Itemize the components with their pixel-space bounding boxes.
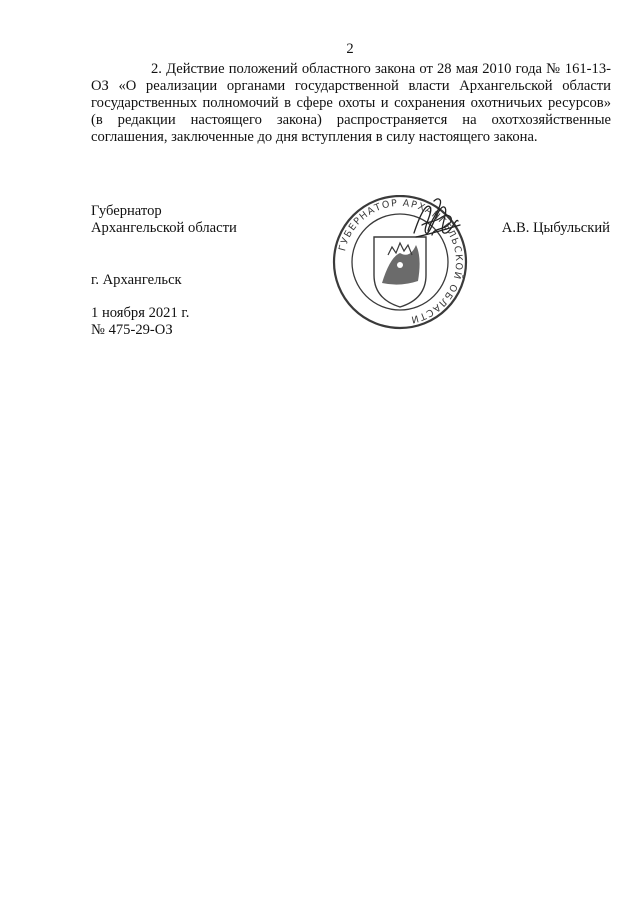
signatory-position-line2: Архангельской области <box>91 220 237 236</box>
page-number: 2 <box>346 41 354 57</box>
coat-of-arms-icon <box>374 237 426 307</box>
signatory-name: А.В. Цыбульский <box>501 220 610 236</box>
body-paragraph: 2. Действие положений областного закона от 28 мая 2010 года № 161-13-ОЗ «О реализации органами государственной власти Архангельской области государственных полномочий в сфере охоты и сохранения охотничьих ресурсов» (в редакции настоящего закона) распространяется на охотхозяйственные соглашения, заключенные до дня вступления в силу настоящего закона. <box>91 61 611 145</box>
law-number: № 475-29-ОЗ <box>91 322 173 338</box>
signatory-position-line1: Губернатор <box>91 203 162 219</box>
official-seal <box>330 195 470 330</box>
place: г. Архангельск <box>91 272 182 288</box>
seal-ring-text: ГУБЕРНАТОР АРХАНГЕЛЬСКОЙ ОБЛАСТИ <box>337 197 465 326</box>
date: 1 ноября 2021 г. <box>91 305 190 321</box>
